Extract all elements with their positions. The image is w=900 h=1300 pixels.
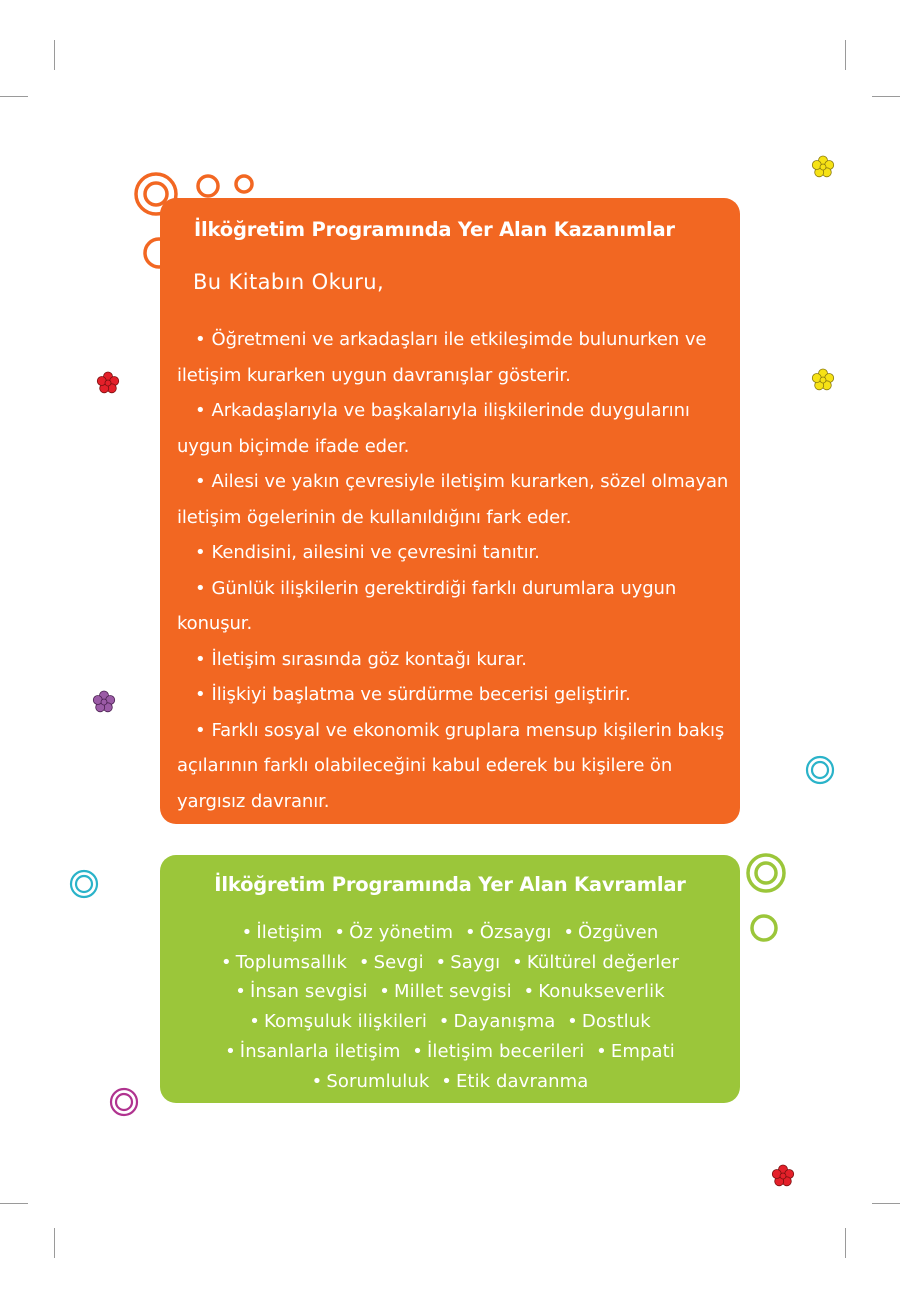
concept-item: • İletişim <box>241 922 323 943</box>
concept-line <box>170 918 730 948</box>
concept-item: • Konukseverlik <box>523 981 665 1003</box>
crop-mark <box>54 1228 55 1258</box>
circle-ring-icon <box>108 1086 140 1118</box>
concept-item: • İletişim becerileri <box>412 1040 585 1062</box>
outcome-item <box>177 713 729 820</box>
outcome-text: Farklı sosyal ve ekonomik gruplara mensup kişilerin bakış açılarının farklı olabileceğini kabul ederek bu kişilere ön yargısız davranır. <box>177 719 725 812</box>
concepts-list <box>170 918 730 1096</box>
bullet: • <box>195 684 206 705</box>
crop-mark <box>872 1203 900 1204</box>
outcome-text: Öğretmeni ve arkadaşları ile etkileşimde bulunurken ve iletişim kurarken uygun davranışlar gösterir. <box>177 329 707 386</box>
outcome-item <box>177 677 729 713</box>
concept-item: • Saygı <box>435 951 501 973</box>
outcome-item <box>177 571 729 642</box>
concept-item: • İnsan sevgisi <box>235 981 368 1003</box>
concepts-panel <box>160 855 740 1103</box>
outcomes-list <box>177 322 729 819</box>
outcome-item <box>177 642 729 678</box>
bullet: • <box>195 400 206 421</box>
concept-item: • Millet sevgisi <box>379 981 512 1003</box>
concept-item: • Özgüven <box>563 922 659 943</box>
concept-item: • Toplumsallık <box>220 951 348 973</box>
concept-item: • Öz yönetim <box>334 922 454 943</box>
flower-icon <box>810 154 836 180</box>
outcome-item <box>177 322 729 393</box>
concept-item: • Dostluk <box>567 1011 651 1033</box>
concept-item: • İnsanlarla iletişim <box>225 1040 401 1062</box>
outcome-text: İlişkiyi başlatma ve sürdürme becerisi geliştirir. <box>211 684 631 705</box>
outcome-text: Kendisini, ailesini ve çevresini tanıtır. <box>211 542 540 563</box>
concept-item: • Sevgi <box>358 951 424 973</box>
bullet: • <box>195 542 206 563</box>
concept-item: • Komşuluk ilişkileri <box>249 1011 427 1033</box>
bullet: • <box>195 577 206 599</box>
crop-mark <box>54 40 55 70</box>
outcomes-title: İlköğretim Programında Yer Alan Kazanımlar <box>194 218 675 241</box>
concept-line <box>170 948 730 978</box>
circle-ring-icon <box>748 912 780 944</box>
outcome-item <box>177 535 729 571</box>
circle-ring-icon <box>804 754 836 786</box>
reader-subtitle: Bu Kitabın Okuru, <box>193 270 385 294</box>
concept-item: • Dayanışma <box>438 1011 556 1033</box>
concept-line <box>170 1007 730 1037</box>
outcome-text: Günlük ilişkilerin gerektirdiği farklı durumlara uygun konuşur. <box>177 577 677 634</box>
outcome-text: İletişim sırasında göz kontağı kurar. <box>211 648 527 670</box>
concept-line <box>170 1067 730 1097</box>
outcome-item <box>177 393 729 464</box>
crop-mark <box>845 1228 846 1258</box>
outcome-item <box>177 464 729 535</box>
bullet: • <box>195 329 206 350</box>
concept-item: • Sorumluluk <box>311 1070 430 1092</box>
circle-ring-icon <box>233 173 255 195</box>
circle-ring-icon <box>194 172 222 200</box>
bullet: • <box>195 719 206 741</box>
circle-ring-icon <box>68 868 100 900</box>
concept-item: • Özsaygı <box>464 922 552 943</box>
crop-mark <box>0 1203 28 1204</box>
bullet: • <box>195 471 206 492</box>
concept-line <box>170 977 730 1007</box>
outcome-text: Arkadaşlarıyla ve başkalarıyla ilişkilerinde duygularını uygun biçimde ifade eder. <box>177 400 690 457</box>
concept-item: • Empati <box>596 1040 675 1062</box>
concept-item: • Kültürel değerler <box>512 951 680 973</box>
concepts-title: İlköğretim Programında Yer Alan Kavramlar <box>214 873 686 896</box>
crop-mark <box>0 96 28 97</box>
bullet: • <box>195 648 206 670</box>
circle-ring-icon <box>745 852 787 894</box>
flower-icon <box>95 370 121 396</box>
outcomes-panel <box>160 198 740 824</box>
concept-item: • Etik davranma <box>441 1070 589 1092</box>
crop-mark <box>872 96 900 97</box>
outcome-text: Ailesi ve yakın çevresiyle iletişim kurarken, sözel olmayan iletişim ögelerinin de kullanıldığını fark eder. <box>177 471 729 528</box>
flower-icon <box>810 367 836 393</box>
flower-icon <box>770 1163 796 1189</box>
concept-line <box>170 1037 730 1067</box>
flower-icon <box>91 689 117 715</box>
crop-mark <box>845 40 846 70</box>
